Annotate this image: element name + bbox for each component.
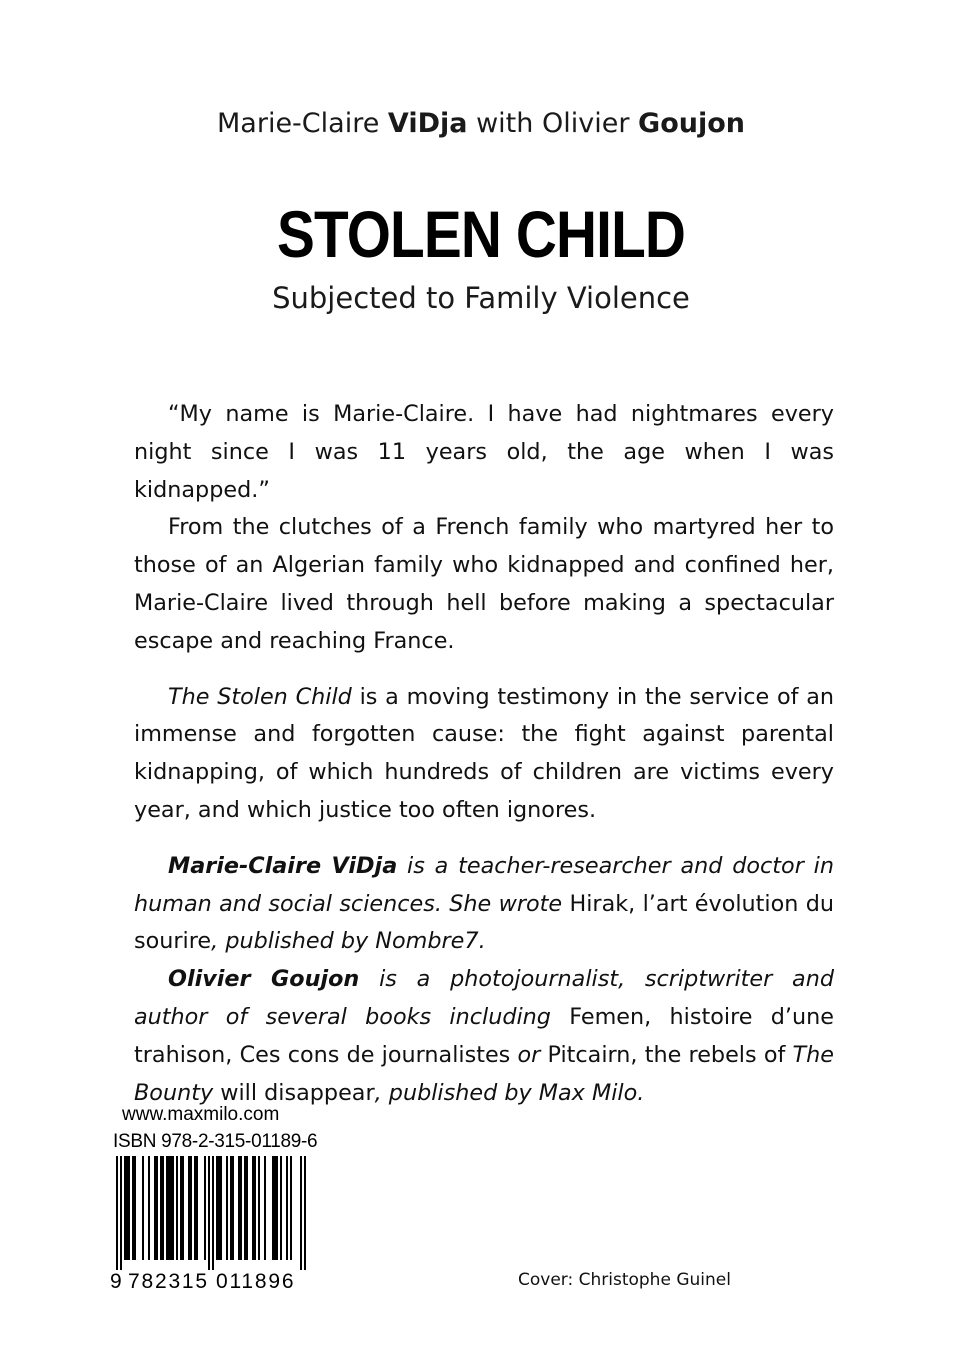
blurb-testimony-text: is a moving testimony in the service of an immense and forgotten cause: the fight against parental kidnapping, of which hundreds of children are victims every year, and which justice too often ignores. bbox=[134, 683, 834, 823]
author1-last: ViDja bbox=[387, 108, 468, 139]
barcode-bars bbox=[116, 1156, 306, 1270]
barcode-bar bbox=[244, 1156, 246, 1260]
isbn-label: ISBN 978-2-315-01189-6 bbox=[113, 1131, 318, 1152]
barcode-bar bbox=[274, 1156, 276, 1260]
ean-first-digit: 9 bbox=[110, 1270, 124, 1293]
barcode-bar bbox=[264, 1156, 266, 1260]
blurb-book-title: The Stolen Child bbox=[168, 683, 352, 710]
barcode-bar bbox=[142, 1156, 144, 1260]
authors-connector: with bbox=[476, 108, 534, 139]
author1-first: Marie-Claire bbox=[217, 108, 380, 139]
barcode-bar bbox=[196, 1156, 198, 1260]
barcode-bar bbox=[252, 1156, 254, 1260]
bio-author2 bbox=[134, 961, 834, 1112]
bio-author2-book3-ship: The Bounty bbox=[134, 1041, 835, 1106]
barcode-bar bbox=[238, 1156, 240, 1260]
barcode-bar bbox=[180, 1156, 182, 1260]
ean-left-group: 782315 bbox=[128, 1270, 209, 1293]
book-subtitle: Subjected to Family Violence bbox=[272, 281, 690, 315]
barcode-bar bbox=[258, 1156, 260, 1260]
barcode bbox=[110, 1156, 306, 1270]
barcode-bar bbox=[120, 1156, 122, 1270]
publisher-url: www.maxmilo.com bbox=[122, 1104, 280, 1125]
barcode-bar bbox=[116, 1156, 118, 1270]
bio-author1-publisher: , published by Nombre7. bbox=[211, 928, 486, 955]
barcode-bar bbox=[154, 1156, 156, 1260]
barcode-bar bbox=[212, 1156, 214, 1270]
barcode-bar bbox=[132, 1156, 134, 1260]
barcode-bar bbox=[126, 1156, 128, 1260]
bio-author1-book: Hirak, l’art évolution du sourire bbox=[134, 890, 834, 955]
barcode-bar bbox=[276, 1156, 278, 1260]
bio-author2-name: Olivier Goujon bbox=[168, 966, 360, 993]
bio-author2-book3: Pitcairn, the rebels of bbox=[547, 1041, 793, 1068]
bio-author1 bbox=[134, 848, 834, 961]
barcode-bar bbox=[148, 1156, 150, 1260]
ean-right-group: 011896 bbox=[216, 1270, 296, 1293]
bio-author2-publisher: , published by Max Milo. bbox=[374, 1079, 645, 1106]
barcode-bar bbox=[218, 1156, 220, 1260]
barcode-bar bbox=[240, 1156, 242, 1260]
author2-first: Olivier bbox=[541, 108, 630, 139]
bio-author2-book3-end: will disappear bbox=[213, 1079, 375, 1106]
blurb bbox=[134, 396, 834, 1112]
author2-last: Goujon bbox=[638, 108, 745, 139]
barcode-bar bbox=[156, 1156, 158, 1260]
bio-author2-or: or bbox=[510, 1041, 548, 1068]
barcode-bar bbox=[286, 1156, 288, 1260]
blurb-testimony bbox=[134, 679, 834, 830]
barcode-bar bbox=[134, 1156, 136, 1260]
barcode-bar bbox=[204, 1156, 206, 1260]
barcode-bar bbox=[290, 1156, 292, 1260]
barcode-bar bbox=[166, 1156, 168, 1260]
barcode-bar bbox=[170, 1156, 172, 1260]
barcode-bar bbox=[254, 1156, 256, 1260]
barcode-bar bbox=[124, 1156, 126, 1260]
barcode-bar bbox=[172, 1156, 174, 1260]
bio-author1-name: Marie-Claire ViDja bbox=[168, 852, 398, 879]
barcode-bar bbox=[168, 1156, 170, 1260]
bio-author1-text: is a teacher-researcher and doctor in human and social sciences. She wrote bbox=[134, 852, 834, 917]
barcode-bar bbox=[300, 1156, 302, 1270]
authors-line bbox=[0, 108, 962, 139]
barcode-bar bbox=[280, 1156, 282, 1260]
barcode-bar bbox=[216, 1156, 218, 1260]
barcode-bar bbox=[160, 1156, 162, 1260]
barcode-bar bbox=[176, 1156, 178, 1260]
barcode-bar bbox=[128, 1156, 130, 1260]
barcode-bar bbox=[220, 1156, 222, 1260]
barcode-bar bbox=[272, 1156, 274, 1260]
blurb-quote: “My name is Marie-Claire. I have had nightmares every night since I was 11 years old, the age when I was kidnapped.” bbox=[134, 401, 834, 503]
bio-author2-text: is a photojournalist, scriptwriter and author of several books including bbox=[134, 966, 834, 1030]
bio-author2-book2: Ces cons de journalistes bbox=[239, 1041, 511, 1068]
barcode-bar bbox=[226, 1156, 228, 1260]
barcode-bar bbox=[232, 1156, 234, 1260]
book-title: STOLEN CHILD bbox=[276, 197, 686, 271]
barcode-bar bbox=[194, 1156, 196, 1260]
bio-author2-book1: Femen, histoire d’une trahison bbox=[134, 1003, 834, 1068]
bio-author2-comma: , bbox=[225, 1041, 240, 1068]
barcode-bar bbox=[230, 1156, 232, 1260]
barcode-bar bbox=[190, 1156, 192, 1260]
cover-credit: Cover: Christophe Guinel bbox=[518, 1270, 731, 1290]
blurb-summary: From the clutches of a French family who martyred her to those of an Algerian family who kidnapped and confined her, Marie-Claire lived through hell before making a spectacular escape and reaching France. bbox=[134, 514, 834, 654]
barcode-bar bbox=[208, 1156, 210, 1270]
barcode-bar bbox=[162, 1156, 164, 1260]
barcode-bar bbox=[188, 1156, 190, 1260]
barcode-bar bbox=[304, 1156, 306, 1270]
barcode-bar bbox=[182, 1156, 184, 1260]
barcode-bar bbox=[246, 1156, 248, 1260]
